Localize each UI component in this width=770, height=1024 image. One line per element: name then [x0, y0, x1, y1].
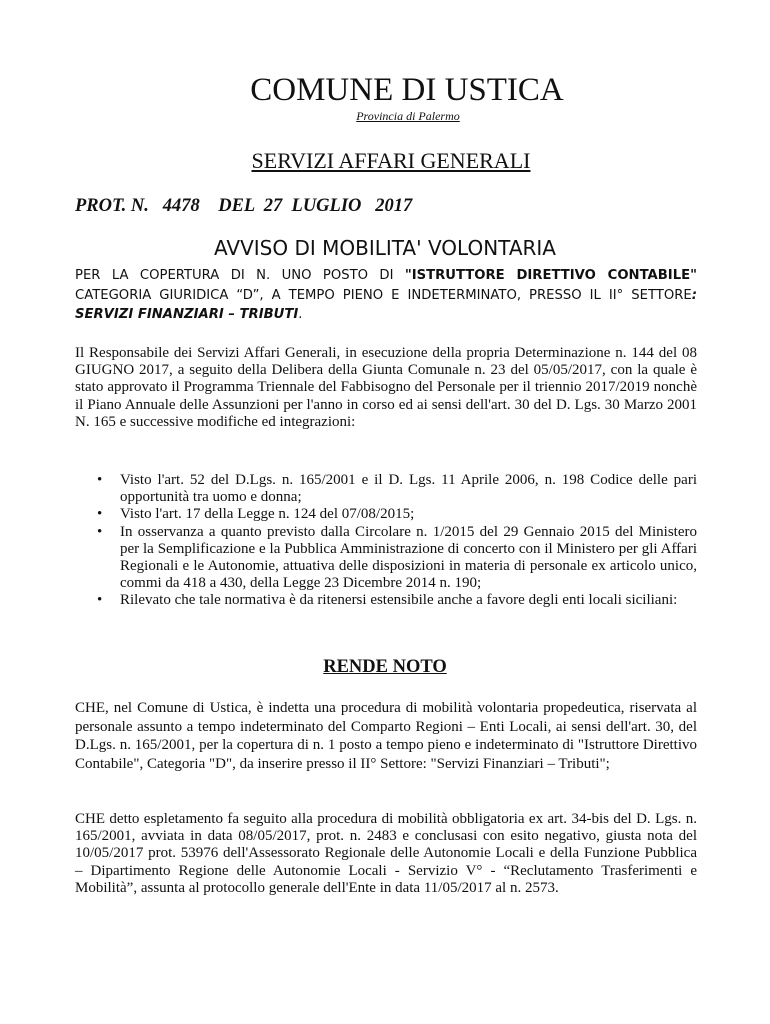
- coverage-text-b: CATEGORIA GIURIDICA “D”, A TEMPO PIENO E INDETERMINATO, PRESSO IL II° SETTORE: [75, 287, 692, 303]
- list-item: • Visto l'art. 52 del D.Lgs. n. 165/2001 e il D. Lgs. 11 Aprile 2006, n. 198 Codice delle pari opportunità tra uomo e donna;: [75, 472, 697, 506]
- municipality-title: COMUNE DI USTICA: [250, 72, 564, 108]
- coverage-sector: : SERVIZI FINANZIARI – TRIBUTI: [75, 287, 697, 322]
- rende-noto-heading: RENDE NOTO: [323, 657, 447, 677]
- list-item: • In osservanza a quanto previsto dalla Circolare n. 1/2015 del 29 Gennaio 2015 del Ministero per la Semplificazione e la Pubblica Amministrazione di concerto con il Ministero per gli Affari Regionali e le Autonomie, attuativa delle disposizioni in materia di personale ex articolo unico, commi da 418 a 430, della Legge 23 Dicembre 2014 n. 190;: [75, 524, 697, 593]
- notice-title: AVVISO DI MOBILITA' VOLONTARIA: [213, 236, 556, 260]
- list-item: • Rilevato che tale normativa è da ritenersi estensibile anche a favore degli enti locali siciliani:: [75, 592, 697, 609]
- coverage-role: "ISTRUTTORE DIRETTIVO CONTABILE": [404, 268, 697, 283]
- body-paragraph-1: CHE, nel Comune di Ustica, è indetta una procedura di mobilità volontaria propedeutica, riservata al personale assunto a tempo indeterminato del Comparto Regioni – Enti Locali, ai sensi dell'art. 30, del D.Lgs. n. 165/2001, per la copertura di n. 1 posto a tempo pieno e indeterminato di "Istruttore Direttivo Contabile", Categoria "D", da inserire presso il II° Settore: "Servizi Finanziari – Tributi";: [75, 700, 697, 772]
- coverage-end: .: [298, 307, 303, 322]
- province-subtitle-text: Provincia di Palermo: [356, 109, 460, 123]
- coverage-statement: [75, 266, 697, 325]
- intro-paragraph: Il Responsabile dei Servizi Affari Generali, in esecuzione della propria Determinazione n. 144 del 08 GIUGNO 2017, a seguito della Delibera della Giunta Comunale n. 23 del 05/05/2017, con la quale è stato approvato il Programma Triennale del Fabbisogno del Personale per il triennio 2017/2019 nonchè il Piano Annuale delle Assunzioni per l'anno in corso ed ai sensi dell'art. 30 del D. Lgs. 30 Marzo 2001 N. 165 e successive modifiche ed integrazioni:: [75, 345, 697, 430]
- list-item: • Visto l'art. 17 della Legge n. 124 del 07/08/2015;: [75, 506, 697, 523]
- department-heading: SERVIZI AFFARI GENERALI: [251, 148, 531, 173]
- province-subtitle: [16, 109, 770, 124]
- protocol-line: PROT. N. 4478 DEL 27 LUGLIO 2017: [75, 196, 413, 216]
- body-paragraph-2: CHE detto espletamento fa seguito alla procedura di mobilità obbligatoria ex art. 34-bis del D. Lgs. n. 165/2001, avviata in data 08/05/2017, prot. n. 2483 e conclusasi con esito negativo, giusta nota del 10/05/2017 prot. 53976 dell'Assessorato Regionale delle Autonomie Locali e della Funzione Pubblica – Dipartimento Regione delle Autonomie Locali - Servizio V° - “Reclutamento Trasferimenti e Mobilità”, assunta al protocollo generale dell'Ente in data 11/05/2017 al n. 2573.: [75, 811, 697, 896]
- considerations-list: [75, 472, 697, 610]
- coverage-text-a: PER LA COPERTURA DI N. UNO POSTO DI: [75, 268, 405, 283]
